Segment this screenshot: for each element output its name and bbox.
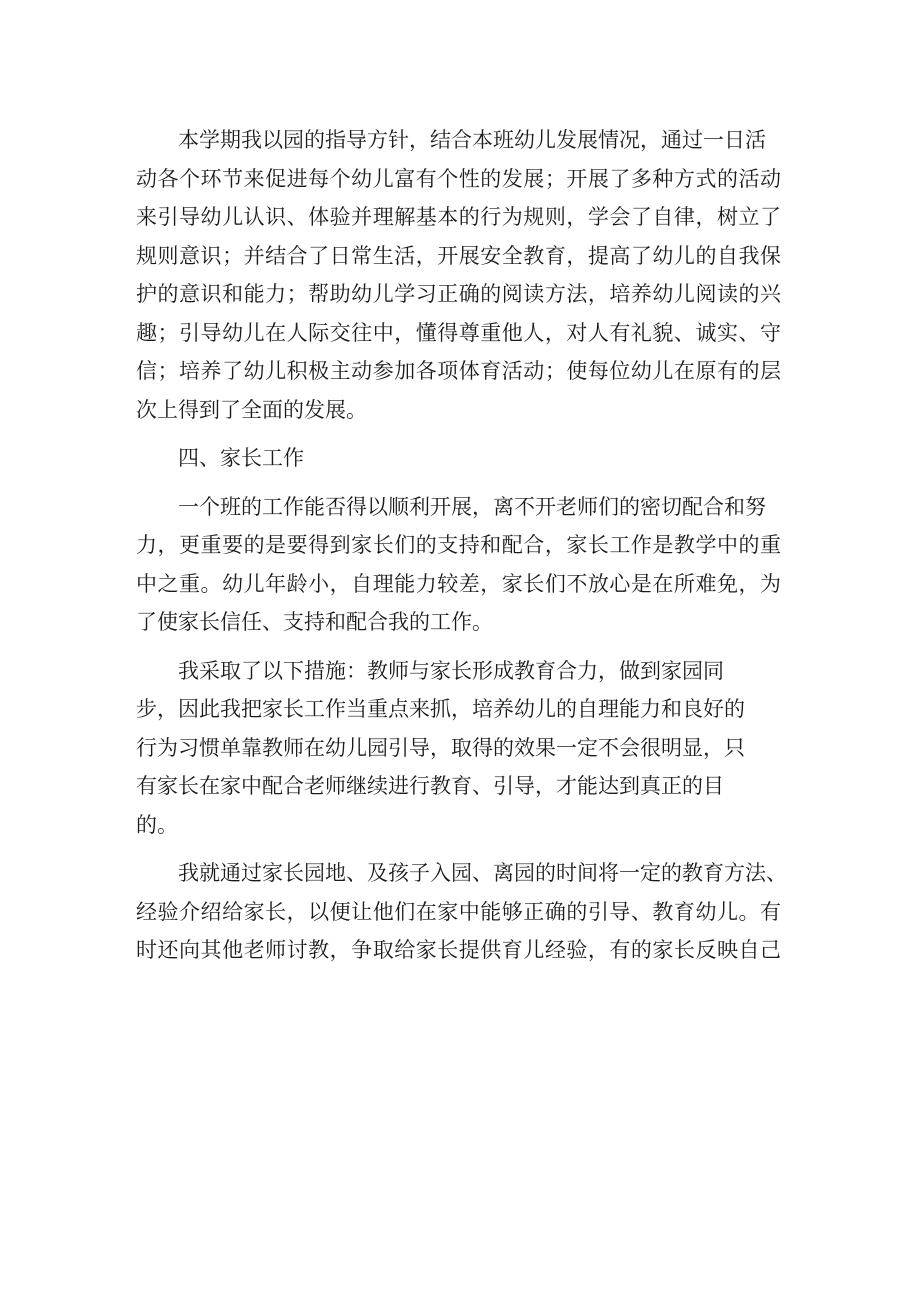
text-line: 力，更重要的是要得到家长们的支持和配合，家长工作是教学中的重 xyxy=(136,533,781,557)
paragraph-2 xyxy=(136,488,781,642)
text-line: 信；培养了幼儿积极主动参加各项体育活动；使每位幼儿在原有的层 xyxy=(136,359,781,383)
text-line: 时还向其他老师讨教，争取给家长提供育儿经验，有的家长反映自己 xyxy=(136,938,781,962)
text-line: 规则意识；并结合了日常生活，开展安全教育，提高了幼儿的自我保 xyxy=(136,243,781,268)
text-line: 动各个环节来促进每个幼儿富有个性的发展；开展了多种方式的活动 xyxy=(136,166,781,191)
document-body xyxy=(136,121,787,970)
text-line: 趣；引导幼儿在人际交往中，懂得尊重他人，对人有礼貌、诚实、守 xyxy=(136,320,781,345)
text-line: 一个班的工作能否得以顺利开展，离不开老师们的密切配合和努 xyxy=(178,494,766,519)
text-line: 经验介绍给家长，以便让他们在家中能够正确的引导、教育幼儿。有 xyxy=(136,899,781,924)
paragraph-4 xyxy=(136,854,787,970)
text-line: 中之重。幼儿年龄小，自理能力较差，家长们不放心是在所难免，为 xyxy=(136,571,781,596)
text-line: 有家长在家中配合老师继续进行教育、引导，才能达到真正的目 xyxy=(136,774,724,798)
text-line: 护的意识和能力；帮助幼儿学习正确的阅读方法，培养幼儿阅读的兴 xyxy=(136,282,781,306)
text-line: 次上得到了全面的发展。 xyxy=(136,397,367,422)
text-line: 我采取了以下措施：教师与家长形成教育合力，做到家园同 xyxy=(178,658,724,683)
text-line: 本学期我以园的指导方针，结合本班幼儿发展情况，通过一日活 xyxy=(178,128,766,152)
text-line: 行为习惯单靠教师在幼儿园引导，取得的效果一定不会很明显，只 xyxy=(136,735,745,760)
section-heading xyxy=(136,439,781,478)
text-line: 我就通过家长园地、及孩子入园、离园的时间将一定的教育方法、 xyxy=(178,861,787,885)
text-line: 的。 xyxy=(136,812,178,837)
heading-text: 四、家长工作 xyxy=(178,446,304,470)
paragraph-3 xyxy=(136,652,781,845)
paragraph-1 xyxy=(136,121,781,429)
text-line: 步，因此我把家长工作当重点来抓，培养幼儿的自理能力和良好的 xyxy=(136,697,745,721)
text-line: 了使家长信任、支持和配合我的工作。 xyxy=(136,610,493,634)
text-line: 来引导幼儿认识、体验并理解基本的行为规则，学会了自律，树立了 xyxy=(136,205,781,229)
